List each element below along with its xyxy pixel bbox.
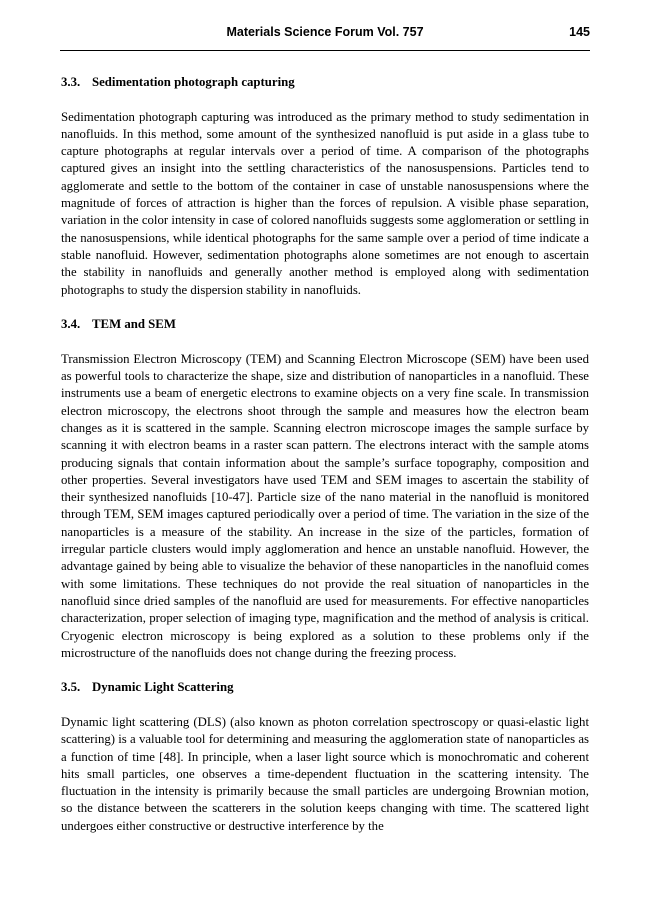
section-title: Dynamic Light Scattering bbox=[92, 680, 234, 695]
section-number: 3.4. bbox=[61, 317, 81, 332]
section-title: Sedimentation photograph capturing bbox=[92, 75, 295, 89]
section-heading-sedimentation bbox=[61, 74, 589, 91]
section-number: 3.5. bbox=[61, 680, 81, 695]
journal-title: Materials Science Forum Vol. 757 bbox=[226, 25, 424, 39]
section-heading-dls bbox=[61, 679, 589, 696]
paragraph-sedimentation: Sedimentation photograph capturing was introduced as the primary method to study sedimentation in nanofluids. In this method, some amount of the synthesized nanofluid is put aside in a glass tube to capture photographs at regular intervals over a period of time. A comparison of the photographs captured gives an insight into the settling characteristics of the nanosuspensions. Particles tend to agglomerate and settle to the bottom of the container in case of unstable nanosuspensions where the magnitude of forces of attraction is higher than the forces of repulsion. A visible phase separation, variation in the color intensity in case of colored nanofluids suggests some agglomeration or settling in the nanosuspensions, while identical photographs for the same sample over a period of time indicate a stable nanofluid. However, sedimentation photographs alone sometimes are not enough to ascertain the stability in nanofluids and generally another method is employed along with sedimentation photographs to study the dispersion stability in nanofluids. bbox=[61, 109, 589, 297]
paragraph-dls: Dynamic light scattering (DLS) (also known as photon correlation spectroscopy or quasi-elastic light scattering) is a valuable tool for determining and measuring the agglomeration state of nanoparticles as a function of time [48]. In principle, when a laser light source which is monochromatic and coherent hits small particles, one observes a time-dependent fluctuation in the scattering intensity. The fluctuation in the intensity is primarily because the small particles are undergoing Brownian motion, so the distance between the scatterers in the solution keeps changing with time. The scattered light undergoes either constructive or destructive interference by the bbox=[61, 714, 589, 833]
section-title: TEM and SEM bbox=[92, 317, 176, 332]
page-number: 145 bbox=[569, 25, 590, 39]
paragraph-tem-sem: Transmission Electron Microscopy (TEM) and Scanning Electron Microscope (SEM) have been used as powerful tools to characterize the shape, size and distribution of nanoparticles in a nanofluid. These instruments use a beam of energetic electrons to examine objects on a very fine scale. In transmission electron microscopy, the electrons shoot through the sample and measures how the electron beam changes as it is scattered in the sample. Scanning electron microscope images the sample surface by scanning it with electron beams in a raster scan pattern. The electrons interact with the sample atoms producing signals that contain information about the sample’s surface topography, composition and other properties. Several investigators have used TEM and SEM images to ascertain the stability of their synthesized nanofluids [10-47]. Particle size of the nano material in the nanofluid is monitored through TEM, SEM images captured periodically over a period of time. The variation in the size of the nanoparticles is a measure of the stability. An increase in the size of the particles, formation of irregular particle clusters would imply agglomeration and hence an unstable nanofluid. However, the advantage gained by being able to visualize the behavior of these nanoparticles in the nanofluid comes with some limitations. These techniques do not provide the real situation of nanoparticles in the nanofluid since dried samples of the nanofluid are used for measurements. For effective nanoparticles characterization, proper selection of imaging type, magnification and the method of analysis is critical. Cryogenic electron microscopy is being explored as a solution to these problems only if the microstructure of the nanofluids does not change during the freezing process. bbox=[61, 351, 589, 660]
section-heading-tem-sem bbox=[61, 316, 589, 333]
article-body bbox=[61, 74, 589, 852]
running-header bbox=[60, 20, 590, 51]
section-number: 3.3. bbox=[61, 75, 81, 89]
